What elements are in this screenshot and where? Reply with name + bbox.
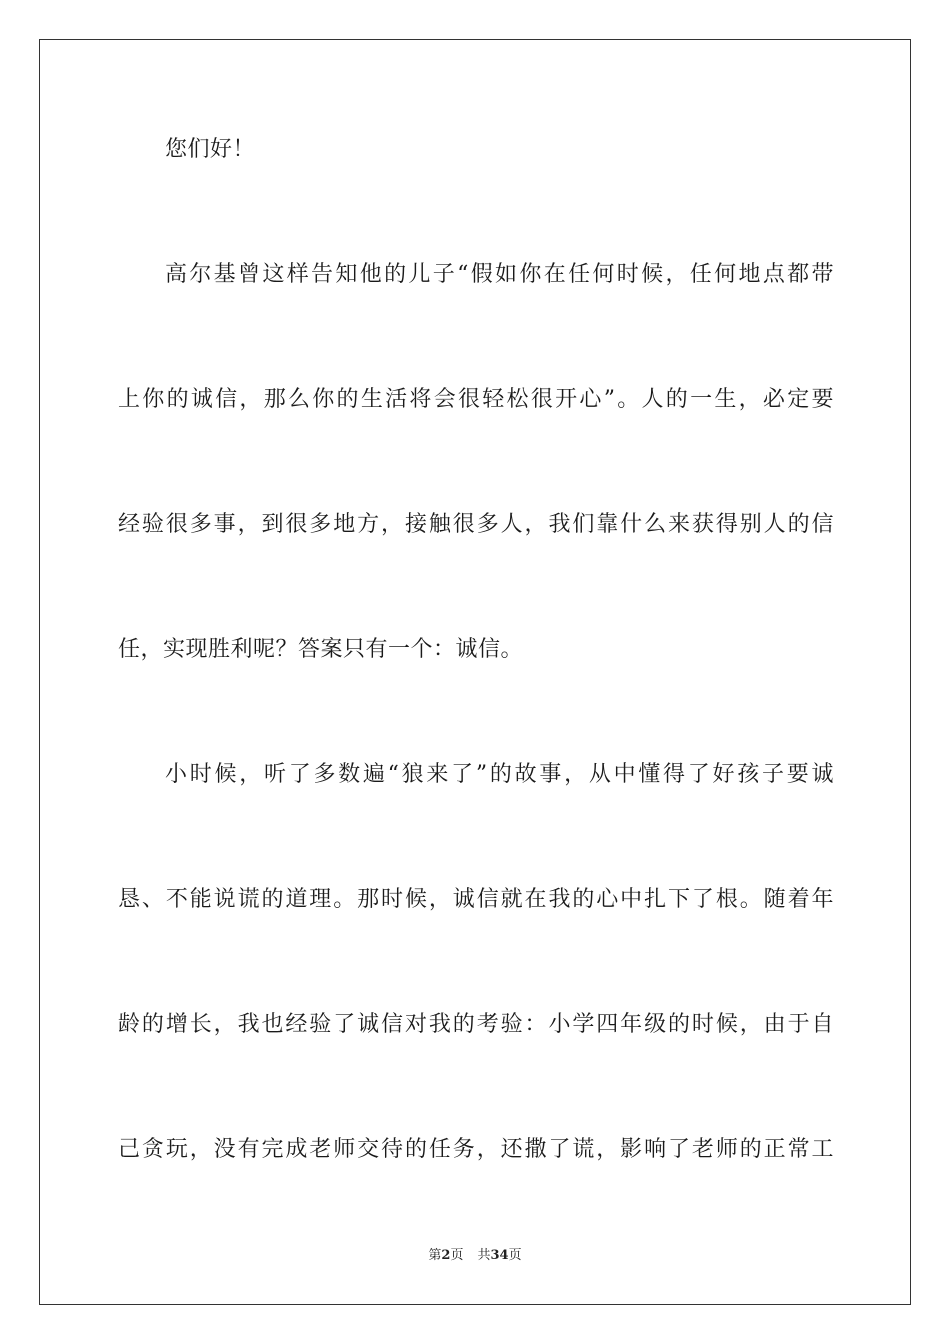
total-pages: 34 xyxy=(490,1248,509,1263)
total-prefix: 共 xyxy=(477,1248,491,1263)
page-suffix: 页 xyxy=(450,1248,464,1263)
paragraph-2-line-2: 恳、不能说谎的道理。那时候，诚信就在我的心中扎下了根。随着年 xyxy=(118,887,834,912)
paragraph-1-line-3: 经验很多事，到很多地方，接触很多人，我们靠什么来获得别人的信 xyxy=(118,512,834,537)
greeting-line: 您们好！ xyxy=(165,137,256,162)
paragraph-2-line-1: 小时候，听了多数遍“狼来了”的故事，从中懂得了好孩子要诚 xyxy=(165,762,834,787)
paragraph-1-line-4: 任，实现胜利呢？答案只有一个：诚信。 xyxy=(118,637,524,662)
paragraph-1-line-1: 高尔基曾这样告知他的儿子“假如你在任何时候，任何地点都带 xyxy=(165,262,834,287)
page-prefix: 第 xyxy=(428,1248,442,1263)
paragraph-2-line-4: 己贪玩，没有完成老师交待的任务，还撒了谎，影响了老师的正常工 xyxy=(118,1137,834,1162)
page-number: 2 xyxy=(441,1248,451,1263)
page-frame xyxy=(39,39,911,1305)
paragraph-1-line-2: 上你的诚信，那么你的生活将会很轻松很开心”。人的一生，必定要 xyxy=(118,387,834,412)
paragraph-2-line-3: 龄的增长，我也经验了诚信对我的考验：小学四年级的时候，由于自 xyxy=(118,1012,834,1037)
total-suffix: 页 xyxy=(508,1248,522,1263)
page-footer xyxy=(0,1247,950,1265)
